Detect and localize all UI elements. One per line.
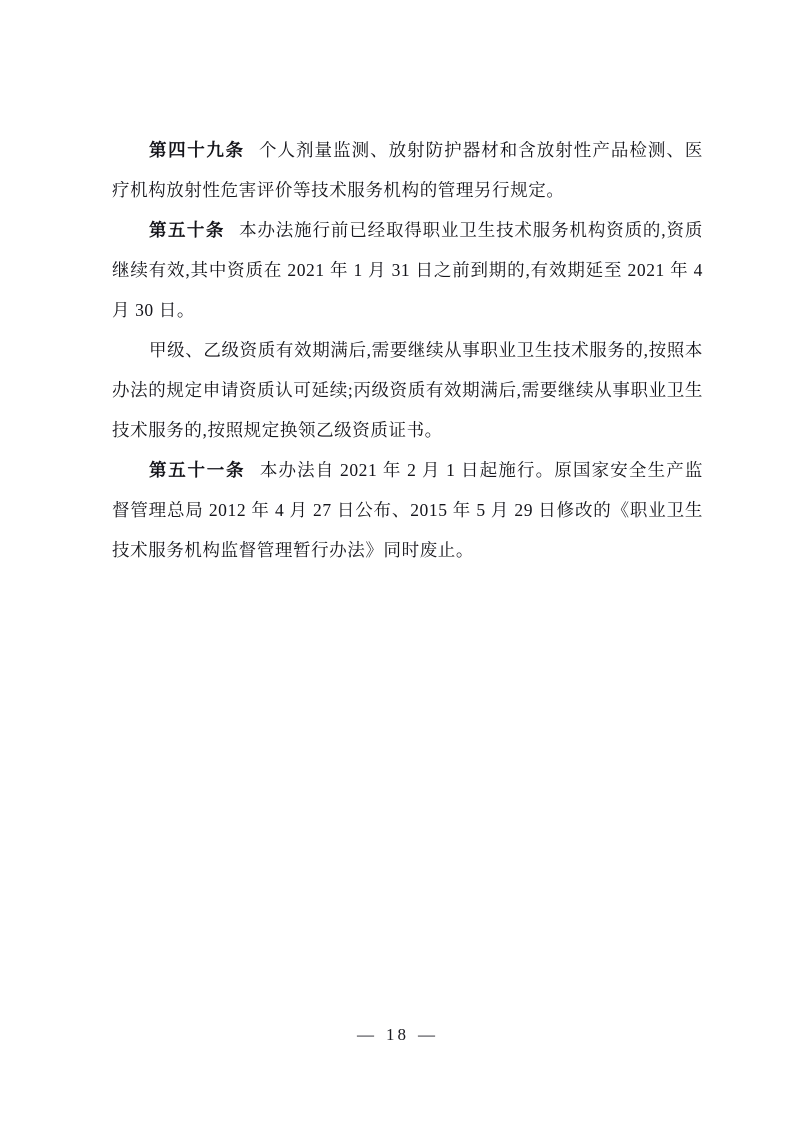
article-text-50: 本办法施行前已经取得职业卫生技术服务机构资质的,资质继续有效,其中资质在 2021 年 1 月 31 日之前到期的,有效期延至 2021 年 4 月 30 日。 bbox=[112, 220, 703, 320]
article-label-50: 第五十条 bbox=[149, 220, 225, 240]
article-label-51: 第五十一条 bbox=[149, 460, 246, 480]
page-footer bbox=[0, 1025, 795, 1045]
article-label-49: 第四十九条 bbox=[149, 140, 245, 160]
document-body bbox=[112, 130, 703, 570]
page-number: 18 bbox=[386, 1025, 409, 1044]
article-text-49: 个人剂量监测、放射防护器材和含放射性产品检测、医疗机构放射性危害评价等技术服务机构的管理另行规定。 bbox=[112, 140, 704, 200]
paragraph-article-50 bbox=[112, 210, 703, 330]
paragraph-article-49 bbox=[112, 130, 703, 210]
footer-right-dash: — bbox=[418, 1025, 438, 1044]
paragraph-article-51 bbox=[112, 450, 703, 570]
footer-left-dash: — bbox=[357, 1025, 377, 1044]
paragraph-continuation bbox=[112, 330, 703, 450]
article-text-51: 本办法自 2021 年 2 月 1 日起施行。原国家安全生产监督管理总局 2012 年 4 月 27 日公布、2015 年 5 月 29 日修改的《职业卫生技术服务机构监督管理暂行办法》同时废止。 bbox=[112, 460, 703, 560]
paragraph-continuation-text: 甲级、乙级资质有效期满后,需要继续从事职业卫生技术服务的,按照本办法的规定申请资质认可延续;丙级资质有效期满后,需要继续从事职业卫生技术服务的,按照规定换领乙级资质证书。 bbox=[112, 340, 703, 440]
